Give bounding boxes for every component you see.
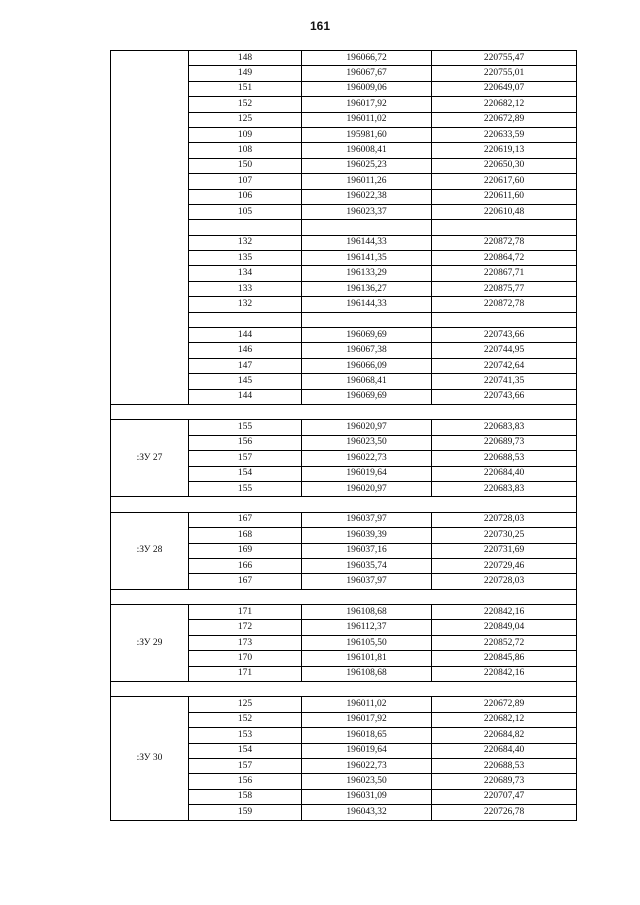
block-separator-row	[111, 404, 577, 419]
y-coordinate-cell: 220728,03	[432, 512, 577, 527]
point-number-cell: 133	[189, 281, 302, 296]
x-coordinate-cell: 196069,69	[302, 389, 432, 404]
point-number-cell: 173	[189, 635, 302, 650]
point-number-cell: 145	[189, 374, 302, 389]
point-number-cell: 132	[189, 235, 302, 250]
x-coordinate-cell: 196020,97	[302, 420, 432, 435]
point-number-cell: 166	[189, 558, 302, 573]
parcel-name-cell: :ЗУ 29	[111, 605, 189, 682]
x-coordinate-cell: 196011,02	[302, 112, 432, 127]
x-coordinate-cell: 196144,33	[302, 235, 432, 250]
point-number-cell: 168	[189, 528, 302, 543]
y-coordinate-cell: 220755,47	[432, 51, 577, 66]
y-coordinate-cell: 220633,59	[432, 127, 577, 142]
y-coordinate-cell: 220683,83	[432, 481, 577, 496]
y-coordinate-cell: 220689,73	[432, 435, 577, 450]
x-coordinate-cell: 196037,97	[302, 574, 432, 589]
point-number-cell: 155	[189, 420, 302, 435]
y-coordinate-cell: 220684,40	[432, 743, 577, 758]
x-coordinate-cell: 196043,32	[302, 805, 432, 820]
y-coordinate-cell: 220867,71	[432, 266, 577, 281]
x-coordinate-cell: 196017,92	[302, 712, 432, 727]
point-number-cell: 149	[189, 66, 302, 81]
parcel-name-cell: :ЗУ 28	[111, 512, 189, 589]
y-coordinate-cell: 220743,66	[432, 328, 577, 343]
y-coordinate-cell: 220688,53	[432, 451, 577, 466]
y-coordinate-cell: 220650,30	[432, 158, 577, 173]
point-number-cell: 125	[189, 112, 302, 127]
x-coordinate-cell: 196018,65	[302, 728, 432, 743]
separator-cell	[111, 404, 577, 419]
x-coordinate-cell: 196144,33	[302, 297, 432, 312]
y-coordinate-cell: 220872,78	[432, 297, 577, 312]
point-number-cell: 167	[189, 512, 302, 527]
block-separator-row	[111, 497, 577, 512]
y-coordinate-cell: 220611,60	[432, 189, 577, 204]
y-coordinate-cell: 220619,13	[432, 143, 577, 158]
point-number-cell	[189, 220, 302, 235]
coordinates-table-body	[111, 51, 577, 821]
x-coordinate-cell: 196066,09	[302, 358, 432, 373]
y-coordinate-cell: 220726,78	[432, 805, 577, 820]
x-coordinate-cell	[302, 312, 432, 327]
point-number-cell: 107	[189, 174, 302, 189]
y-coordinate-cell: 220842,16	[432, 666, 577, 681]
table-row	[111, 420, 577, 435]
coordinates-table	[110, 50, 577, 821]
y-coordinate-cell: 220684,40	[432, 466, 577, 481]
x-coordinate-cell: 196019,64	[302, 743, 432, 758]
point-number-cell: 151	[189, 81, 302, 96]
point-number-cell: 167	[189, 574, 302, 589]
x-coordinate-cell: 196101,81	[302, 651, 432, 666]
y-coordinate-cell: 220672,89	[432, 112, 577, 127]
separator-cell	[111, 497, 577, 512]
y-coordinate-cell: 220682,12	[432, 97, 577, 112]
point-number-cell: 144	[189, 328, 302, 343]
y-coordinate-cell: 220731,69	[432, 543, 577, 558]
point-number-cell: 152	[189, 712, 302, 727]
x-coordinate-cell: 196037,97	[302, 512, 432, 527]
point-number-cell: 108	[189, 143, 302, 158]
point-number-cell: 147	[189, 358, 302, 373]
y-coordinate-cell: 220689,73	[432, 774, 577, 789]
parcel-name-cell: :ЗУ 30	[111, 697, 189, 820]
y-coordinate-cell: 220742,64	[432, 358, 577, 373]
point-number-cell: 156	[189, 435, 302, 450]
x-coordinate-cell: 196037,16	[302, 543, 432, 558]
x-coordinate-cell: 196067,38	[302, 343, 432, 358]
y-coordinate-cell: 220755,01	[432, 66, 577, 81]
x-coordinate-cell: 196020,97	[302, 481, 432, 496]
x-coordinate-cell: 196136,27	[302, 281, 432, 296]
point-number-cell: 157	[189, 451, 302, 466]
x-coordinate-cell: 196023,50	[302, 435, 432, 450]
y-coordinate-cell: 220730,25	[432, 528, 577, 543]
point-number-cell: 135	[189, 251, 302, 266]
y-coordinate-cell: 220849,04	[432, 620, 577, 635]
x-coordinate-cell: 196069,69	[302, 328, 432, 343]
y-coordinate-cell: 220683,83	[432, 420, 577, 435]
y-coordinate-cell: 220852,72	[432, 635, 577, 650]
point-number-cell: 169	[189, 543, 302, 558]
separator-cell	[111, 682, 577, 697]
y-coordinate-cell: 220672,89	[432, 697, 577, 712]
x-coordinate-cell: 196141,35	[302, 251, 432, 266]
parcel-name-cell: :ЗУ 27	[111, 420, 189, 497]
point-number-cell: 157	[189, 758, 302, 773]
x-coordinate-cell: 196008,41	[302, 143, 432, 158]
parcel-name-cell	[111, 51, 189, 405]
y-coordinate-cell: 220688,53	[432, 758, 577, 773]
x-coordinate-cell: 196011,26	[302, 174, 432, 189]
x-coordinate-cell: 196035,74	[302, 558, 432, 573]
x-coordinate-cell: 196023,37	[302, 204, 432, 219]
point-number-cell: 154	[189, 466, 302, 481]
point-number-cell: 146	[189, 343, 302, 358]
block-separator-row	[111, 682, 577, 697]
table-row	[111, 697, 577, 712]
point-number-cell: 132	[189, 297, 302, 312]
point-number-cell: 154	[189, 743, 302, 758]
y-coordinate-cell: 220617,60	[432, 174, 577, 189]
x-coordinate-cell: 196023,50	[302, 774, 432, 789]
x-coordinate-cell: 196022,73	[302, 451, 432, 466]
x-coordinate-cell: 196025,23	[302, 158, 432, 173]
point-number-cell: 134	[189, 266, 302, 281]
point-number-cell: 171	[189, 666, 302, 681]
y-coordinate-cell: 220707,47	[432, 789, 577, 804]
point-number-cell: 150	[189, 158, 302, 173]
y-coordinate-cell: 220684,82	[432, 728, 577, 743]
x-coordinate-cell: 196133,29	[302, 266, 432, 281]
y-coordinate-cell	[432, 220, 577, 235]
y-coordinate-cell: 220872,78	[432, 235, 577, 250]
x-coordinate-cell: 196112,37	[302, 620, 432, 635]
point-number-cell: 125	[189, 697, 302, 712]
x-coordinate-cell: 196066,72	[302, 51, 432, 66]
point-number-cell: 105	[189, 204, 302, 219]
point-number-cell: 152	[189, 97, 302, 112]
x-coordinate-cell	[302, 220, 432, 235]
point-number-cell: 153	[189, 728, 302, 743]
y-coordinate-cell: 220741,35	[432, 374, 577, 389]
point-number-cell: 158	[189, 789, 302, 804]
x-coordinate-cell: 196019,64	[302, 466, 432, 481]
y-coordinate-cell: 220875,77	[432, 281, 577, 296]
y-coordinate-cell: 220728,03	[432, 574, 577, 589]
x-coordinate-cell: 196068,41	[302, 374, 432, 389]
y-coordinate-cell: 220610,48	[432, 204, 577, 219]
x-coordinate-cell: 196009,06	[302, 81, 432, 96]
point-number-cell: 148	[189, 51, 302, 66]
y-coordinate-cell: 220729,46	[432, 558, 577, 573]
x-coordinate-cell: 196011,02	[302, 697, 432, 712]
x-coordinate-cell: 196022,73	[302, 758, 432, 773]
x-coordinate-cell: 196031,09	[302, 789, 432, 804]
point-number-cell: 155	[189, 481, 302, 496]
table-row	[111, 512, 577, 527]
y-coordinate-cell: 220864,72	[432, 251, 577, 266]
point-number-cell: 172	[189, 620, 302, 635]
point-number-cell: 159	[189, 805, 302, 820]
point-number-cell: 109	[189, 127, 302, 142]
block-separator-row	[111, 589, 577, 604]
point-number-cell: 144	[189, 389, 302, 404]
point-number-cell: 156	[189, 774, 302, 789]
point-number-cell: 171	[189, 605, 302, 620]
y-coordinate-cell: 220743,66	[432, 389, 577, 404]
x-coordinate-cell: 195981,60	[302, 127, 432, 142]
y-coordinate-cell	[432, 312, 577, 327]
separator-cell	[111, 589, 577, 604]
x-coordinate-cell: 196108,68	[302, 666, 432, 681]
y-coordinate-cell: 220744,95	[432, 343, 577, 358]
x-coordinate-cell: 196105,50	[302, 635, 432, 650]
page-number: 161	[309, 19, 331, 33]
point-number-cell: 106	[189, 189, 302, 204]
x-coordinate-cell: 196022,38	[302, 189, 432, 204]
x-coordinate-cell: 196067,67	[302, 66, 432, 81]
x-coordinate-cell: 196017,92	[302, 97, 432, 112]
y-coordinate-cell: 220649,07	[432, 81, 577, 96]
table-row	[111, 51, 577, 66]
x-coordinate-cell: 196039,39	[302, 528, 432, 543]
y-coordinate-cell: 220842,16	[432, 605, 577, 620]
y-coordinate-cell: 220682,12	[432, 712, 577, 727]
table-row	[111, 605, 577, 620]
point-number-cell: 170	[189, 651, 302, 666]
point-number-cell	[189, 312, 302, 327]
y-coordinate-cell: 220845,86	[432, 651, 577, 666]
x-coordinate-cell: 196108,68	[302, 605, 432, 620]
